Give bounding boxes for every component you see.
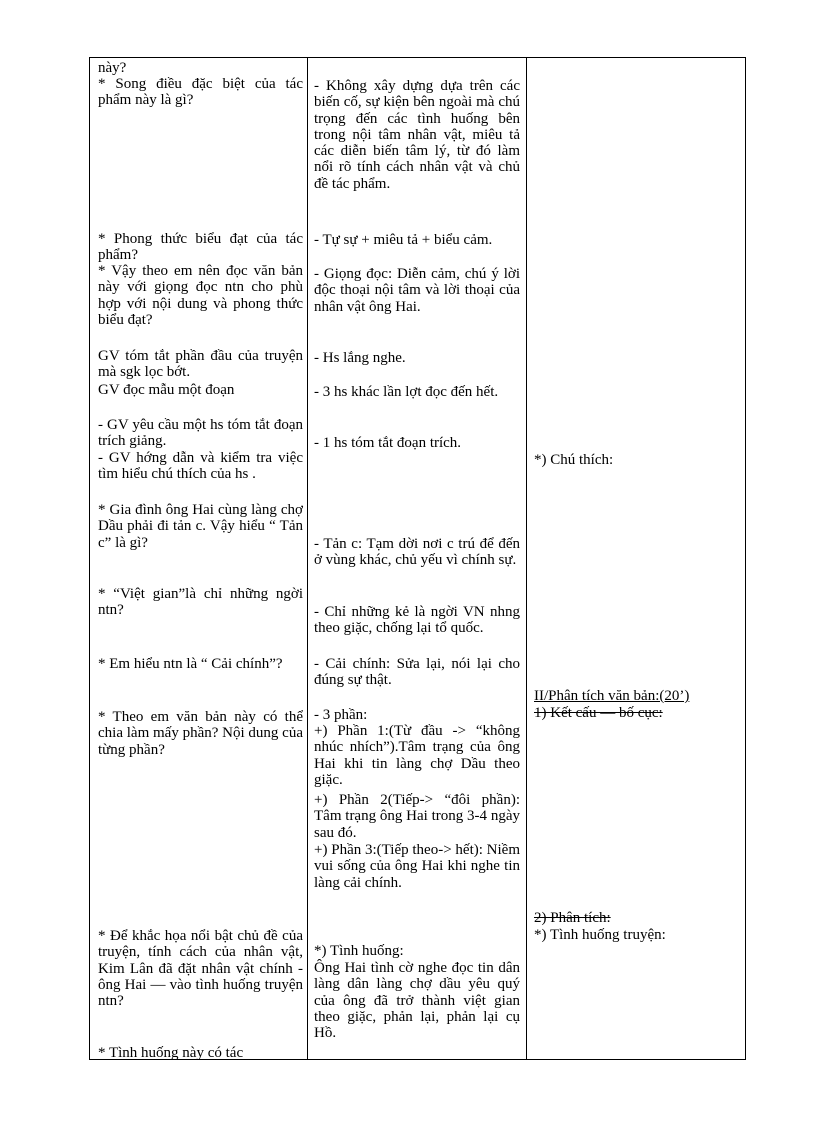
col2-text-0: - Không xây dựng dựa trên các biến cố, sự kiện bên ngoài mà chú trọng đến các tình huống bên trong nội tâm nhân vật, miêu tả các diễn biến tâm lý, từ đó làm nổi rõ tính cách nhân vật và chủ đề tác phẩm. (314, 78, 520, 192)
col2-text-5: - 1 hs tóm tắt đoạn trích. (314, 435, 462, 451)
col1-text-7: - GV hớng dẫn và kiểm tra việc tìm hiểu chú thích của hs . (98, 450, 303, 483)
col3-section-heading: II/Phân tích văn bản:(20’) (534, 688, 690, 704)
col3-ket-cau: 1) Kết cấu — bố cục: (534, 705, 663, 721)
col1-text-10: * Em hiểu ntn là “ Cải chính”? (98, 656, 283, 672)
col3-chu-thich: *) Chú thích: (534, 452, 614, 468)
lesson-table (89, 57, 746, 1060)
col2-text-8: - Cải chính: Sửa lại, nói lại cho đúng sự thật. (314, 656, 520, 689)
col2-text-13: *) Tình huống: (314, 943, 404, 959)
column-divider-2 (526, 58, 527, 1059)
col2-text-12: +) Phần 3:(Tiếp theo-> hết): Niềm vui sống của ông Hai khi nghe tin làng cải chính. (314, 842, 520, 891)
col2-text-11: +) Phần 2(Tiếp-> “đôi phần): Tâm trạng ông Hai trong 3-4 ngày sau đó. (314, 792, 520, 841)
col2-text-9: - 3 phần: (314, 707, 368, 723)
col1-text-5: GV đọc mẫu một đoạn (98, 382, 235, 398)
col2-text-4: - 3 hs khác lần lợt đọc đến hết. (314, 384, 499, 400)
col1-text-4: GV tóm tắt phần đầu của truyện mà sgk lọc bớt. (98, 348, 303, 381)
col2-text-3: - Hs lắng nghe. (314, 350, 406, 366)
col2-text-10: +) Phần 1:(Từ đầu -> “không nhúc nhích”).Tâm trạng của ông Hai khi tin làng chợ Dầu theo giặc. (314, 723, 520, 788)
col2-text-2: - Giọng đọc: Diễn cảm, chú ý lời độc thoại nội tâm và lời thoại của nhân vật ông Hai. (314, 266, 520, 315)
col2-text-7: - Chỉ những kẻ là ngời VN nhng theo giặc, chống lại tổ quốc. (314, 604, 520, 637)
col1-text-9: * “Việt gian”là chỉ những ngời ntn? (98, 586, 303, 619)
col1-text-0: này? (98, 60, 127, 76)
col2-text-6: - Tản c: Tạm dời nơi c trú để đến ở vùng khác, chủ yếu vì chính sự. (314, 536, 520, 569)
col1-text-8: * Gia đình ông Hai cùng làng chợ Dầu phải đi tản c. Vậy hiểu “ Tản c” là gì? (98, 502, 303, 551)
col1-text-1: * Song điều đặc biệt của tác phẩm này là gì? (98, 76, 303, 109)
col3-tinh-huong: *) Tình huống truyện: (534, 927, 666, 943)
col1-text-12: * Để khắc họa nổi bật chủ đề của truyện, tính cách của nhân vật, Kim Lân đã đặt nhân vật chính - ông Hai — vào tình huống truyện ntn? (98, 928, 303, 1010)
col1-text-11: * Theo em văn bản này có thể chia làm mấy phần? Nội dung của từng phần? (98, 709, 303, 758)
col3-phan-tich: 2) Phân tích: (534, 910, 611, 926)
column-divider-1 (307, 58, 308, 1059)
col1-text-2: * Phong thức biểu đạt của tác phẩm? (98, 231, 303, 264)
col2-text-14: Ông Hai tình cờ nghe đọc tin dân làng dân làng chợ dầu yêu quý của ông đã trở thành việt gian theo giặc, phản lại, phản lại cụ Hồ. (314, 960, 520, 1042)
col1-text-6: - GV yêu cầu một hs tóm tắt đoạn trích giảng. (98, 417, 303, 450)
col1-text-3: * Vậy theo em nên đọc văn bản này với giọng đọc ntn cho phù hợp với nội dung và phong thức biểu đạt? (98, 263, 303, 328)
col2-text-1: - Tự sự + miêu tả + biểu cảm. (314, 232, 493, 248)
col1-text-13: * Tình huống này có tác (98, 1045, 244, 1061)
